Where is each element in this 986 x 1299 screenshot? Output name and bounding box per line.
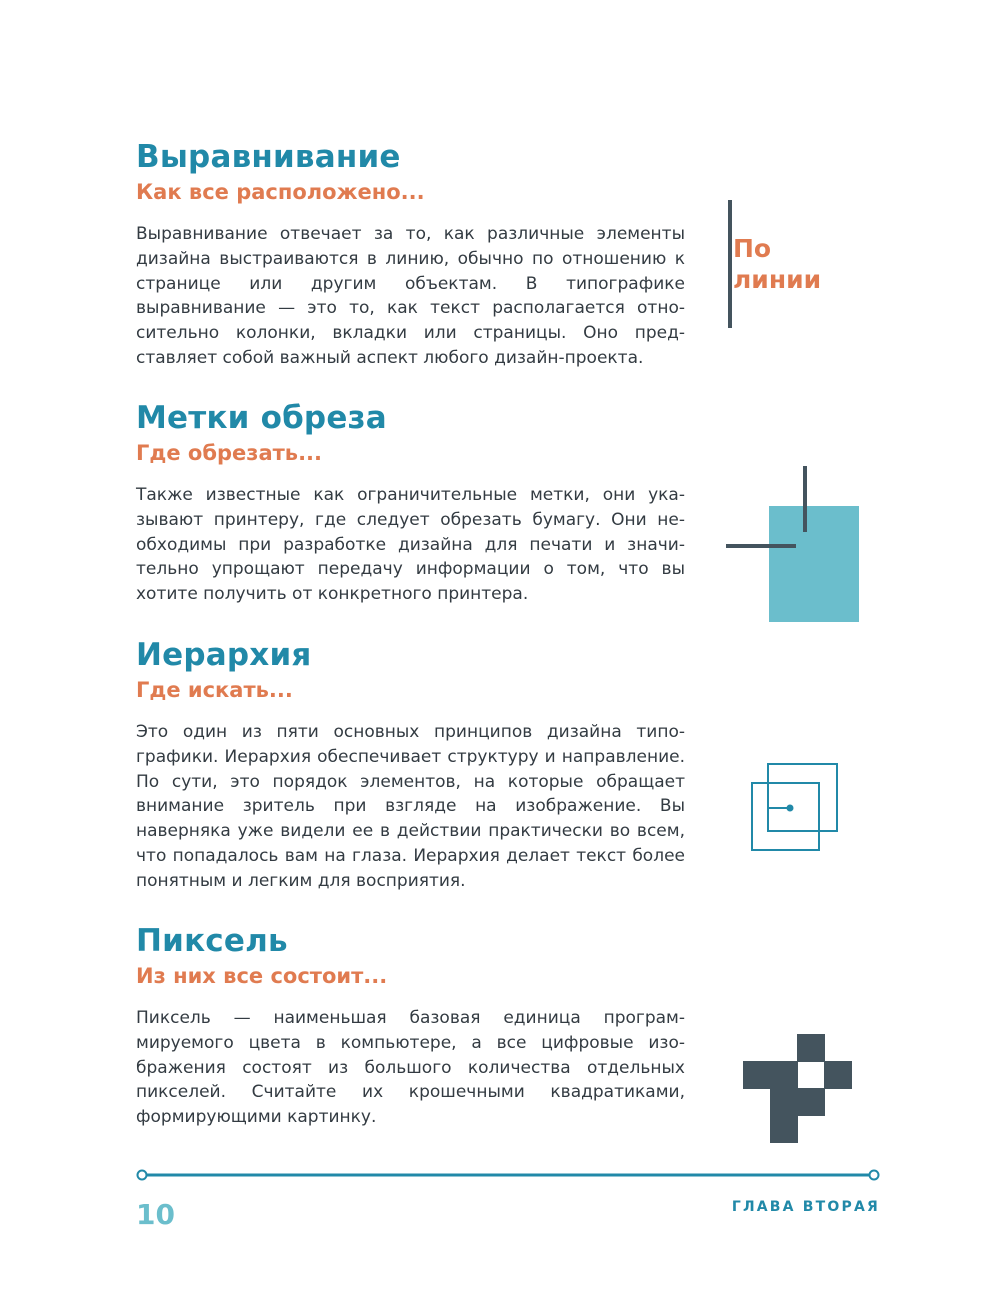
crop-marks-icon	[724, 464, 864, 626]
callout-label: По линии	[733, 234, 822, 294]
section-alignment	[136, 138, 685, 371]
crop-mark-vertical	[803, 466, 807, 532]
pixel-block	[743, 1061, 798, 1089]
section-subtitle: Как все расположено...	[136, 180, 425, 204]
section-title: Метки обреза	[136, 400, 387, 436]
section-pixel	[136, 922, 685, 1130]
pixel-blocks-icon	[743, 1034, 853, 1144]
pixel-block	[770, 1115, 798, 1143]
section-subtitle: Где обрезать...	[136, 441, 323, 465]
section-title: Иерархия	[136, 637, 312, 673]
crop-mark-horizontal	[726, 544, 796, 548]
section-body: Это один из пяти основных принципов дизайна типографики. Иерархия обеспечивает структуру и направление. По сути, это порядок элементов, на которые обращает внимание зритель при взгляде на изображение. Вы наверняка уже видели ее в действии практически во всем, что попадалось вам на глаза. Иерархия делает текст более понятным и легким для восприятия.	[136, 722, 685, 891]
anchor-dot	[787, 805, 794, 812]
hierarchy-squares-icon	[748, 760, 842, 854]
front-square	[752, 783, 819, 850]
chapter-label: ГЛАВА ВТОРАЯ	[731, 1199, 880, 1215]
pixel-block	[824, 1061, 852, 1089]
section-body: Также известные как ограничительные метки, они указывают принтеру, где следует обрезать бумагу. Они необходимы при разработке дизайна для печати и значительно упрощают передачу информации о том, что вы хотите получить от конкретного принтера.	[136, 485, 685, 605]
footer-rule	[136, 1167, 880, 1181]
page-number: 10	[136, 1198, 175, 1231]
section-title: Пиксель	[136, 923, 288, 959]
alignment-bar	[728, 200, 732, 328]
section-subtitle: Где искать...	[136, 678, 293, 702]
section-body: Пиксель — наименьшая базовая единица программируемого цвета в компьютере, а все цифровые изображения состоят из большого количества отдельных пикселей. Считайте их крошечными квадратиками, формирующими картинку.	[136, 1008, 685, 1128]
section-hierarchy	[136, 636, 685, 894]
pixel-block	[770, 1088, 825, 1116]
section-body: Выравнивание отвечает за то, как различные элементы дизайна выстраиваются в линию, обычно по отношению к странице или другим объектам. В типографике выравнивание — это то, как текст располагается относительно колонки, вкладки или страницы. Оно представляет собой важный аспект любого дизайн-проекта.	[136, 224, 685, 368]
hierarchy-squares-svg	[748, 760, 842, 854]
crop-marks-svg	[724, 464, 864, 626]
crop-area-square	[769, 506, 859, 622]
footer-rule-right-node	[870, 1171, 879, 1180]
pixel-block	[797, 1034, 825, 1062]
section-subtitle: Из них все состоит...	[136, 964, 388, 988]
section-title: Выравнивание	[136, 139, 401, 175]
footer-rule-left-node	[138, 1171, 147, 1180]
section-crop-marks	[136, 399, 685, 607]
pixel-blocks-svg	[743, 1034, 853, 1144]
footer-rule-svg	[136, 1168, 880, 1182]
back-square	[768, 764, 837, 831]
